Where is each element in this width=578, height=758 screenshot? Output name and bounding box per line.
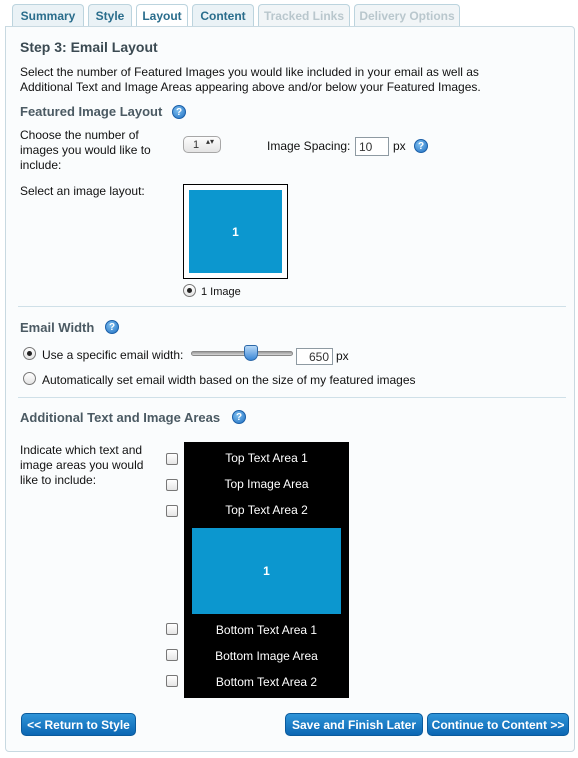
image-count-select[interactable] bbox=[183, 136, 221, 153]
bottom-text-area-1-checkbox[interactable] bbox=[166, 623, 178, 635]
top-text-area-2-checkbox[interactable] bbox=[166, 505, 178, 517]
top-image-area-label: Top Image Area bbox=[224, 477, 309, 491]
email-width-unit: px bbox=[336, 349, 349, 363]
bottom-text-area-2-checkbox[interactable] bbox=[166, 675, 178, 687]
image-layout-box-number: 1 bbox=[232, 224, 239, 239]
section-divider-1 bbox=[18, 306, 566, 307]
email-width-help-icon[interactable] bbox=[105, 320, 119, 334]
continue-to-content-label: Continue to Content >> bbox=[431, 717, 565, 732]
email-preview-panel bbox=[184, 442, 349, 698]
section-divider-2 bbox=[18, 397, 566, 398]
areas-instruction-line-3: like to include: bbox=[20, 473, 97, 487]
bottom-image-area-label: Bottom Image Area bbox=[215, 649, 318, 663]
bottom-text-area-1-label: Bottom Text Area 1 bbox=[215, 623, 318, 637]
tab-style[interactable] bbox=[88, 4, 132, 26]
return-to-style-button[interactable] bbox=[21, 713, 136, 736]
image-spacing-input[interactable] bbox=[355, 137, 389, 156]
tab-delivery-options-label: Delivery Options bbox=[359, 8, 455, 23]
one-image-radio[interactable] bbox=[183, 284, 196, 297]
top-text-area-2-label: Top Text Area 2 bbox=[225, 503, 308, 517]
tab-layout[interactable] bbox=[136, 4, 188, 27]
email-width-input[interactable] bbox=[296, 348, 333, 365]
specific-width-radio[interactable] bbox=[23, 347, 36, 360]
image-spacing-label: Image Spacing: bbox=[267, 139, 351, 153]
email-width-slider-thumb[interactable] bbox=[244, 345, 258, 361]
email-width-value: 650 bbox=[308, 349, 329, 364]
bottom-image-area-checkbox[interactable] bbox=[166, 649, 178, 661]
top-image-area-checkbox[interactable] bbox=[166, 479, 178, 491]
tab-tracked-links-label: Tracked Links bbox=[263, 8, 345, 23]
select-arrows-glyph: ▴▾ bbox=[205, 137, 214, 146]
one-image-label: 1 Image bbox=[201, 286, 241, 298]
image-count-label bbox=[20, 128, 180, 173]
step-title: Step 3: Email Layout bbox=[20, 39, 158, 55]
image-layout-option-1[interactable] bbox=[183, 184, 288, 279]
specific-width-label: Use a specific email width: bbox=[42, 348, 184, 362]
layout-panel bbox=[5, 26, 575, 752]
email-width-slider-track[interactable] bbox=[191, 351, 293, 356]
tab-tracked-links bbox=[258, 4, 350, 26]
tab-summary-label: Summary bbox=[20, 8, 76, 23]
featured-image-preview-number: 1 bbox=[263, 564, 270, 578]
tab-style-label: Style bbox=[95, 8, 125, 23]
select-arrows-icon bbox=[206, 138, 214, 145]
tab-summary[interactable] bbox=[12, 4, 84, 26]
image-count-label-line-2: images you would like to bbox=[20, 143, 151, 157]
additional-areas-heading: Additional Text and Image Areas bbox=[20, 410, 221, 425]
help-glyph: ? bbox=[175, 106, 183, 118]
areas-instruction bbox=[20, 443, 170, 488]
help-glyph: ? bbox=[108, 321, 116, 333]
tab-layout-label: Layout bbox=[142, 9, 182, 23]
tab-content-label: Content bbox=[200, 8, 246, 23]
auto-width-label: Automatically set email width based on the size of my featured images bbox=[42, 373, 416, 387]
step-description-line-2: Additional Text and Image Areas appearing above and/or below your Featured Images. bbox=[20, 80, 481, 94]
auto-width-radio[interactable] bbox=[23, 372, 36, 385]
image-spacing-unit: px bbox=[393, 139, 406, 153]
tab-content[interactable] bbox=[192, 4, 254, 26]
areas-instruction-line-2: image areas you would bbox=[20, 458, 144, 472]
image-count-label-line-3: include: bbox=[20, 158, 62, 172]
top-text-area-1-checkbox[interactable] bbox=[166, 453, 178, 465]
featured-image-preview bbox=[192, 528, 341, 614]
image-count-label-line-1: Choose the number of bbox=[20, 128, 139, 142]
featured-image-layout-heading: Featured Image Layout bbox=[20, 104, 163, 119]
return-to-style-label: << Return to Style bbox=[27, 717, 130, 732]
save-and-finish-later-label: Save and Finish Later bbox=[291, 717, 417, 732]
help-glyph: ? bbox=[235, 411, 243, 423]
image-layout-label: Select an image layout: bbox=[20, 184, 145, 198]
image-spacing-value: 10 bbox=[359, 139, 373, 154]
save-and-finish-later-button[interactable] bbox=[285, 713, 423, 736]
bottom-text-area-2-label: Bottom Text Area 2 bbox=[215, 675, 318, 689]
help-glyph: ? bbox=[417, 140, 425, 152]
top-text-area-1-label: Top Text Area 1 bbox=[225, 451, 308, 465]
continue-to-content-button[interactable] bbox=[427, 713, 569, 736]
spacing-help-icon[interactable] bbox=[414, 139, 428, 153]
image-count-value: 1 bbox=[193, 138, 200, 151]
featured-help-icon[interactable] bbox=[172, 105, 186, 119]
image-layout-preview-box bbox=[189, 190, 282, 273]
additional-areas-help-icon[interactable] bbox=[232, 410, 246, 424]
tab-delivery-options bbox=[354, 4, 460, 26]
areas-instruction-line-1: Indicate which text and bbox=[20, 443, 143, 457]
email-width-heading: Email Width bbox=[20, 320, 95, 335]
step-description-line-1: Select the number of Featured Images you would like included in your email as well as bbox=[20, 65, 479, 79]
step-description bbox=[20, 65, 568, 95]
